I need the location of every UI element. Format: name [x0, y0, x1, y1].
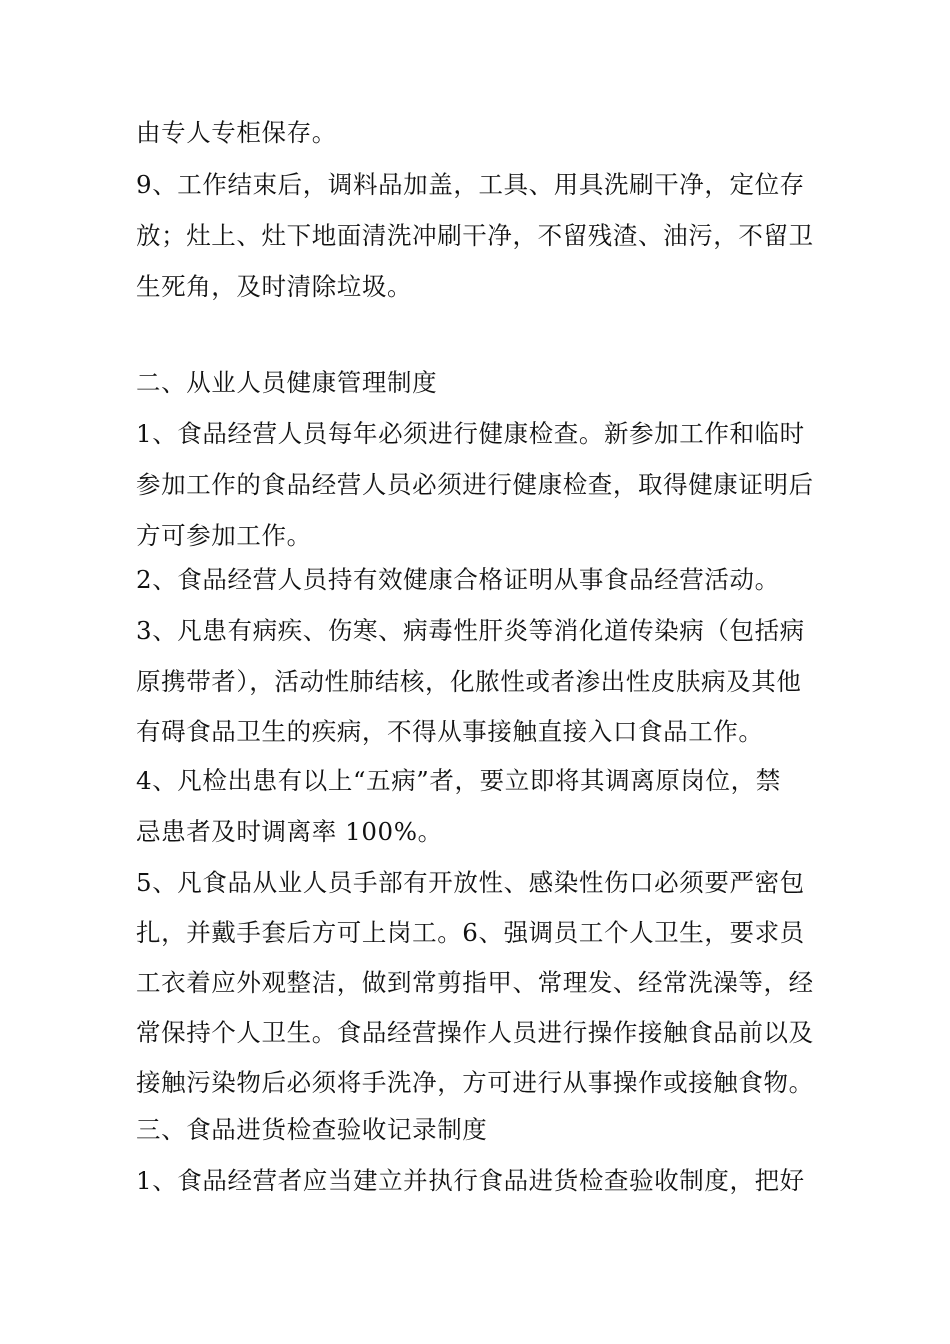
- text-line: 原携带者），活动性肺结核，化脓性或者渗出性皮肤病及其他: [136, 667, 802, 696]
- section-heading: 三、食品进货检查验收记录制度: [136, 1115, 488, 1144]
- text-line: 1、食品经营人员每年必须进行健康检查。新参加工作和临时: [136, 419, 805, 448]
- text-line: 方可参加工作。: [136, 521, 312, 550]
- text-line: 扎，并戴手套后方可上岗工。6、强调员工个人卫生，要求员: [136, 918, 805, 947]
- text-line: 9、工作结束后，调料品加盖，工具、用具洗刷干净，定位存: [136, 170, 805, 199]
- text-line: 参加工作的食品经营人员必须进行健康检查，取得健康证明后: [136, 470, 814, 499]
- text-line: 5、凡食品从业人员手部有开放性、感染性伤口必须要严密包: [136, 868, 805, 897]
- text-line: 常保持个人卫生。食品经营操作人员进行操作接触食品前以及: [136, 1018, 814, 1047]
- text-line: 由专人专柜保存。: [136, 118, 337, 147]
- text-line: 接触污染物后必须将手洗净，方可进行从事操作或接触食物。: [136, 1068, 814, 1097]
- text-line: 放；灶上、灶下地面清洗冲刷干净，不留残渣、油污，不留卫: [136, 221, 814, 250]
- text-line: 有碍食品卫生的疾病，不得从事接触直接入口食品工作。: [136, 717, 764, 746]
- text-line: 工衣着应外观整洁，做到常剪指甲、常理发、经常洗澡等，经: [136, 968, 814, 997]
- section-heading: 二、从业人员健康管理制度: [136, 368, 438, 397]
- text-line: 2、食品经营人员持有效健康合格证明从事食品经营活动。: [136, 565, 780, 594]
- text-line: 3、凡患有病疾、伤寒、病毒性肝炎等消化道传染病（包括病: [136, 616, 805, 645]
- text-line: 生死角，及时清除垃圾。: [136, 272, 413, 301]
- text-line: 1、食品经营者应当建立并执行食品进货检查验收制度，把好: [136, 1166, 805, 1195]
- text-line: 4、凡检出患有以上“五病”者，要立即将其调离原岗位，禁: [136, 766, 781, 795]
- text-line: 忌患者及时调离率 100%。: [136, 817, 443, 846]
